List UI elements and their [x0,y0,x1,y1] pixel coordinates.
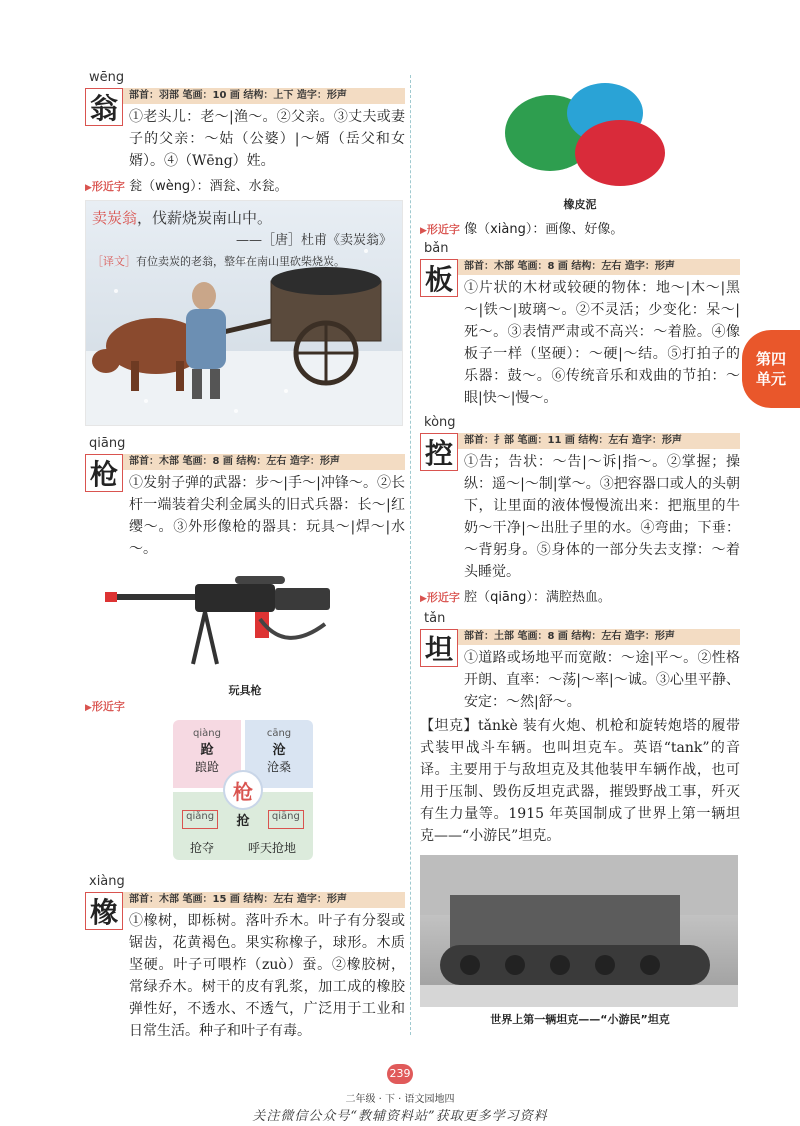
pinyin: qiāng [268,810,304,829]
headword-char: 橡 [85,892,123,930]
pinyin: xiàng [89,874,125,889]
footer-grade: 二年级 · 下 · 语文园地四 [345,1094,455,1105]
pinyin: qiāng [89,436,126,451]
similar-chars: ▶形近字 [85,700,125,713]
similar-chars: ▶形近字 像（xiàng）：画像、好像。 [420,222,624,237]
unit-tab-line1: 第四 [755,350,786,368]
similar-word: 踉跄 [194,760,219,774]
pinyin: tǎn [424,611,446,626]
definition-text: ①发射子弹的武器：步～|手～|冲锋～。②长杆一端装着尖利金属头的旧式兵器：长～|红缨～。③外形像枪的器具：玩具～|焊～|水～。 [129,475,405,557]
pinyin: kòng [424,415,456,430]
tank-photo [420,855,738,1007]
similar-char: 抢 [236,814,250,829]
definition-text: ①老头儿：老～|渔～。②父亲。③丈夫或妻子的父亲：～姑（公婆）|～婿（岳父和女婿）。④（Wēng）姓。 [129,109,405,169]
similar-word: 抢夺 [189,841,214,855]
entry-ban [420,241,740,409]
entry-weng [85,70,405,194]
unit-tab-line2: 单元 [755,370,786,388]
poem-translation [92,253,345,269]
similar-char: 跄 [200,743,214,758]
char-info-bar: 部首：扌部 笔画：11 画 结构：左右 造字：形声 [458,433,740,449]
entry-tan [420,611,740,847]
pinyin: wēng [89,70,125,85]
definition [420,647,740,713]
pinyin: qiàng [193,728,221,739]
unit-tab [742,330,800,408]
clay-caption: 橡皮泥 [563,198,597,211]
definition [420,451,740,583]
definition-text: ①片状的木材或较硬的物体：地～|木～|黑～|铁～|玻璃～。②不灵活；少变化：呆～|死～。③表情严肃或不高兴：～着脸。④像板子一样（坚硬）：～硬|～结。⑤打拍子的乐器：鼓～。⑥传统音乐和戏曲的节拍：～眼|快～|慢～。 [464,280,740,406]
definition [85,106,405,172]
similar-word: 呼天抢地 [247,841,296,855]
headword-char: 板 [420,259,458,297]
similar-char: 沧 [272,743,286,758]
definition-text: ①道路或场地平而宽敞：～途|平～。②性格开朗、直率：～荡|～率|～诚。③心里平静、安定：～然|舒～。 [464,650,740,710]
headword-char: 枪 [85,454,123,492]
poem-source: ——［唐］杜甫《卖炭翁》 [235,233,392,248]
similar-tag: 形近字 [91,180,125,193]
headword-char: 控 [420,433,458,471]
definition-text: ①告；告状：～告|～诉|指～。②掌握；操纵：遥～|～制|掌～。③把容器口或人的头朝下，让里面的液体慢慢流出来：把瓶里的牛奶～干净|～出肚子里的水。④弯曲；下垂：～背躬身。⑤身体的一部分失去支撑：～着头睡觉。 [464,454,740,580]
pinyin: qiǎng [182,810,218,829]
headword-char: 翁 [85,88,123,126]
poem-line [92,207,272,228]
footer-promo: 关注微信公众号“教辅资料站”获取更多学习资料 [252,1109,548,1124]
center-char: 枪 [223,770,263,810]
poem-highlight: 卖炭翁 [92,209,138,227]
left-column [85,70,405,1048]
definition-text: ①橡树，即栎树。落叶乔木。叶子有分裂或锯齿，花黄褐色。果实称橡子，球形。木质坚硬。叶子可喂柞（zuò）蚕。②橡胶树，常绿乔木。树干的皮有乳浆，加工成的橡胶弹性好，不透水、不透气，广泛用于工业和日常生活。种子和叶子有毒。 [129,913,405,1039]
entry-kong [420,415,740,605]
char-info-bar: 部首：木部 笔画：15 画 结构：左右 造字：形声 [123,892,405,908]
translation-tag: ［译文］ [92,255,136,268]
char-info-bar: 部首：木部 笔画：8 画 结构：左右 造字：形声 [458,259,740,275]
poem-line-rest: ，伐薪烧炭南山中。 [137,209,273,227]
column-divider [410,75,411,1035]
term-tank: 【坦克】tǎnkè 装有火炮、机枪和旋转炮塔的履带式装甲战斗车辆。也叫坦克车。英语“tank”的音译。主要用于与敌坦克及其他装甲车辆作战，也可用于压制、毁伤反坦克武器，摧毁野战工事，歼灭有生力量等。1915 年英国制成了世界上第一辆坦克——“小游民”坦克。 [420,718,740,844]
toy-gun-image [85,574,345,674]
similar-text: 像（xiàng）：画像、好像。 [464,222,624,237]
tank-illustration [420,855,738,1007]
similar-tag: 形近字 [426,223,460,236]
definition [85,910,405,1042]
entry-xiang [85,874,405,1042]
char-info-bar: 部首：羽部 笔画：10 画 结构：上下 造字：形声 [123,88,405,104]
similar-chars-diagram [173,720,313,860]
char-info-bar: 部首：土部 笔画：8 画 结构：左右 造字：形声 [458,629,740,645]
poem-illustration [85,200,403,426]
similar-text: 腔（qiāng）：满腔热血。 [464,590,611,605]
headword-char: 坦 [420,629,458,667]
clay-image [480,78,680,188]
definition [85,472,405,560]
similar-word: 沧桑 [266,760,291,774]
similar-tag: 形近字 [91,700,125,713]
entry-qiang [85,436,405,560]
gun-caption: 玩具枪 [228,684,262,697]
definition [420,277,740,409]
similar-tag: 形近字 [426,591,460,604]
pinyin: bǎn [424,241,449,256]
similar-chars: ▶形近字 腔（qiāng）：满腔热血。 [420,590,611,605]
pinyin: cāng [266,728,292,739]
tank-caption: 世界上第一辆坦克——“小游民”坦克 [490,1013,670,1026]
similar-text: 瓮（wèng）：酒瓮、水瓮。 [129,179,288,194]
right-column [420,78,740,1027]
translation-text: 有位卖炭的老翁，整年在南山里砍柴烧炭。 [136,255,345,268]
char-info-bar: 部首：木部 笔画：8 画 结构：左右 造字：形声 [123,454,405,470]
similar-chars: ▶形近字 瓮（wèng）：酒瓮、水瓮。 [85,179,288,194]
page-number: 239 [387,1064,413,1084]
